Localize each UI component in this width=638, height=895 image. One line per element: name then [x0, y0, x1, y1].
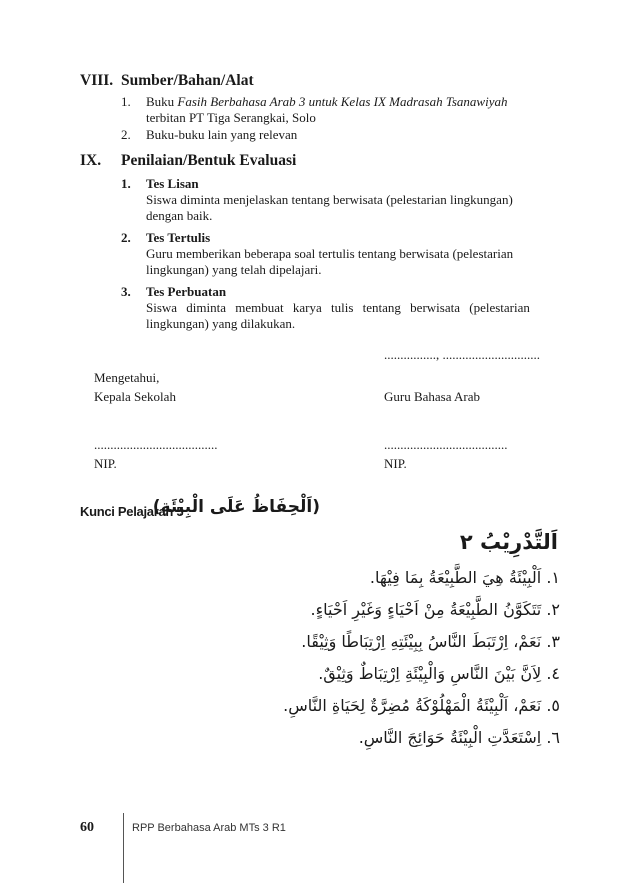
answer-key-arabic-title: (اَلْحِفَاظُ عَلَى الْبِيْئَةِ)	[152, 497, 320, 517]
list-item-text: terbitan PT Tiga Serangkai, Solo	[146, 110, 316, 125]
evaluation-heading: Tes Lisan	[146, 176, 199, 191]
answer-text: نَعَمْ، اَلْبِيْئَةُ الْمَهْلُوْكَةُ مُضِرَّةٌ لِحَيَاةِ النَّاسِ.	[283, 696, 542, 715]
answer-text: نَعَمْ، اِرْتَبَطَ النَّاسُ بِبِيْئَتِهِ اِرْتِبَاطًا وَثِيْقًا.	[301, 632, 542, 651]
answer-text: اِسْتَعَدَّتِ الْبِيْئَةُ حَوَائِجَ النَّاسِ.	[358, 728, 542, 747]
evaluation-text: Guru memberikan beberapa soal tertulis tentang berwisata (pelestarian	[146, 246, 514, 261]
list-item	[146, 284, 560, 332]
evaluation-text: lingkungan) yang telah dipelajari.	[146, 262, 322, 277]
list-item	[283, 696, 560, 728]
list-item	[146, 94, 560, 126]
principal-label: Kepala Sekolah	[94, 389, 176, 404]
list-item-text: Buku-buku lain yang relevan	[146, 127, 298, 142]
list-item	[146, 230, 560, 278]
evaluation-text: Siswa diminta membuat karya tulis tentang berwisata (pelestarian	[146, 300, 530, 315]
evaluation-heading: Tes Perbuatan	[146, 284, 227, 299]
evaluation-text: dengan baik.	[146, 208, 213, 223]
book-title: Fasih Berbahasa Arab 3 untuk Kelas IX Madrasah Tsanawiyah	[177, 94, 508, 109]
answer-list	[283, 568, 560, 760]
answer-text: اَلْبِيْئَةُ هِيَ الطَّبِيْعَةُ بِمَا فِيْهَا.	[369, 568, 542, 587]
answer-number: ٤.	[546, 664, 560, 683]
signature-line-left: ......................................	[94, 437, 218, 452]
answer-text: تَتَكَوَّنُ الطَّبِيْعَةُ مِنْ اَحْيَاءٍ وَغَيْرِ اَحْيَاءٍ.	[310, 600, 542, 619]
nip-left: NIP.	[94, 456, 117, 471]
signature-line-right: ......................................	[384, 437, 508, 452]
section-8-title: Sumber/Bahan/Alat	[121, 72, 254, 89]
list-item	[290, 632, 560, 664]
section-9-number: IX.	[80, 152, 102, 169]
list-item	[290, 568, 560, 600]
footer-divider	[123, 813, 124, 883]
answer-key-label: Kunci Pelajaran 5	[80, 504, 184, 519]
list-item-number: 2.	[121, 230, 131, 245]
list-item-text: Buku	[146, 94, 178, 109]
evaluation-text: Siswa diminta menjelaskan tentang berwisata (pelestarian lingkungan)	[146, 192, 513, 207]
running-title: RPP Berbahasa Arab MTs 3 R1	[132, 822, 286, 834]
list-item	[146, 176, 560, 224]
exercise-title: اَلتَّدْرِيْبُ ٢	[459, 530, 558, 554]
answer-number: ٦.	[546, 728, 560, 747]
list-item	[290, 600, 560, 632]
answer-number: ٥.	[546, 696, 560, 715]
answer-text: لِاَنَّ بَيْنَ النَّاسِ وَالْبِيْئَةِ اِرْتِبَاطٌ وَثِيْقٌ.	[318, 664, 542, 683]
answer-number: ٣.	[546, 632, 560, 651]
page-number: 60	[80, 820, 94, 835]
list-item-number: 1.	[121, 94, 131, 109]
answer-number: ٢.	[546, 600, 560, 619]
acknowledged-label: Mengetahui,	[94, 370, 160, 385]
list-item-number: 2.	[121, 127, 131, 142]
list-item	[290, 664, 560, 696]
section-9-title: Penilaian/Bentuk Evaluasi	[121, 152, 297, 169]
list-item-number: 1.	[121, 176, 131, 191]
list-item	[290, 728, 560, 760]
list-item-number: 3.	[121, 284, 131, 299]
answer-number: ١.	[546, 568, 560, 587]
evaluation-heading: Tes Tertulis	[146, 230, 211, 245]
section-8-number: VIII.	[80, 72, 114, 89]
evaluation-text: lingkungan) yang dilakukan.	[146, 316, 296, 331]
teacher-label: Guru Bahasa Arab	[384, 389, 481, 404]
date-place-line: ................, ..............................	[384, 347, 540, 362]
nip-right: NIP.	[384, 456, 407, 471]
